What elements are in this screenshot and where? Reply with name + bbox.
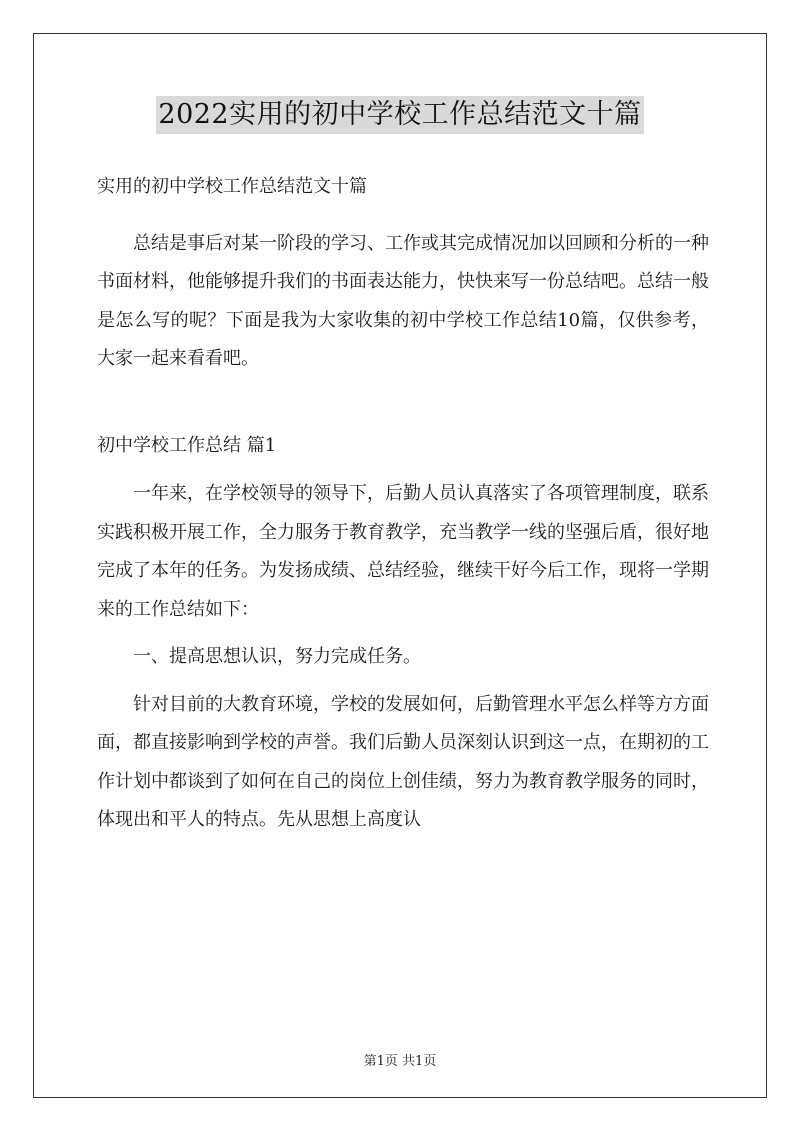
document-body bbox=[97, 168, 709, 849]
title-container bbox=[0, 96, 800, 134]
body-paragraph: 一年来，在学校领导的领导下，后勤人员认真落实了各项管理制度，联系实践积极开展工作，全力服务于教育教学，充当教学一线的坚强后盾，很好地完成了本年的任务。为发扬成绩、总结经验，继续干好今后工作，现将一学期来的工作总结如下： bbox=[97, 483, 709, 620]
section-heading: 初中学校工作总结 篇1 bbox=[97, 434, 277, 456]
document-title: 2022实用的初中学校工作总结范文十篇 bbox=[156, 96, 643, 134]
page-footer: 第1页 共1页 bbox=[363, 1054, 437, 1069]
body-paragraph: 一、提高思想认识，努力完成任务。 bbox=[133, 646, 421, 667]
intro-paragraph: 总结是事后对某一阶段的学习、工作或其完成情况加以回顾和分析的一种书面材料，他能够提升我们的书面表达能力，快快来写一份总结吧。总结一般是怎么写的呢？下面是我为大家收集的初中学校工作总结10篇，仅供参考，大家一起来看看吧。 bbox=[97, 232, 709, 369]
document-subtitle: 实用的初中学校工作总结范文十篇 bbox=[97, 176, 367, 197]
body-paragraph: 针对目前的大教育环境，学校的发展如何，后勤管理水平怎么样等方方面面，都直接影响到学校的声誉。我们后勤人员深刻认识到这一点，在期初的工作计划中都谈到了如何在自己的岗位上创佳绩，努力为教育教学服务的同时，体现出和平人的特点。先从思想上高度认 bbox=[97, 693, 709, 830]
